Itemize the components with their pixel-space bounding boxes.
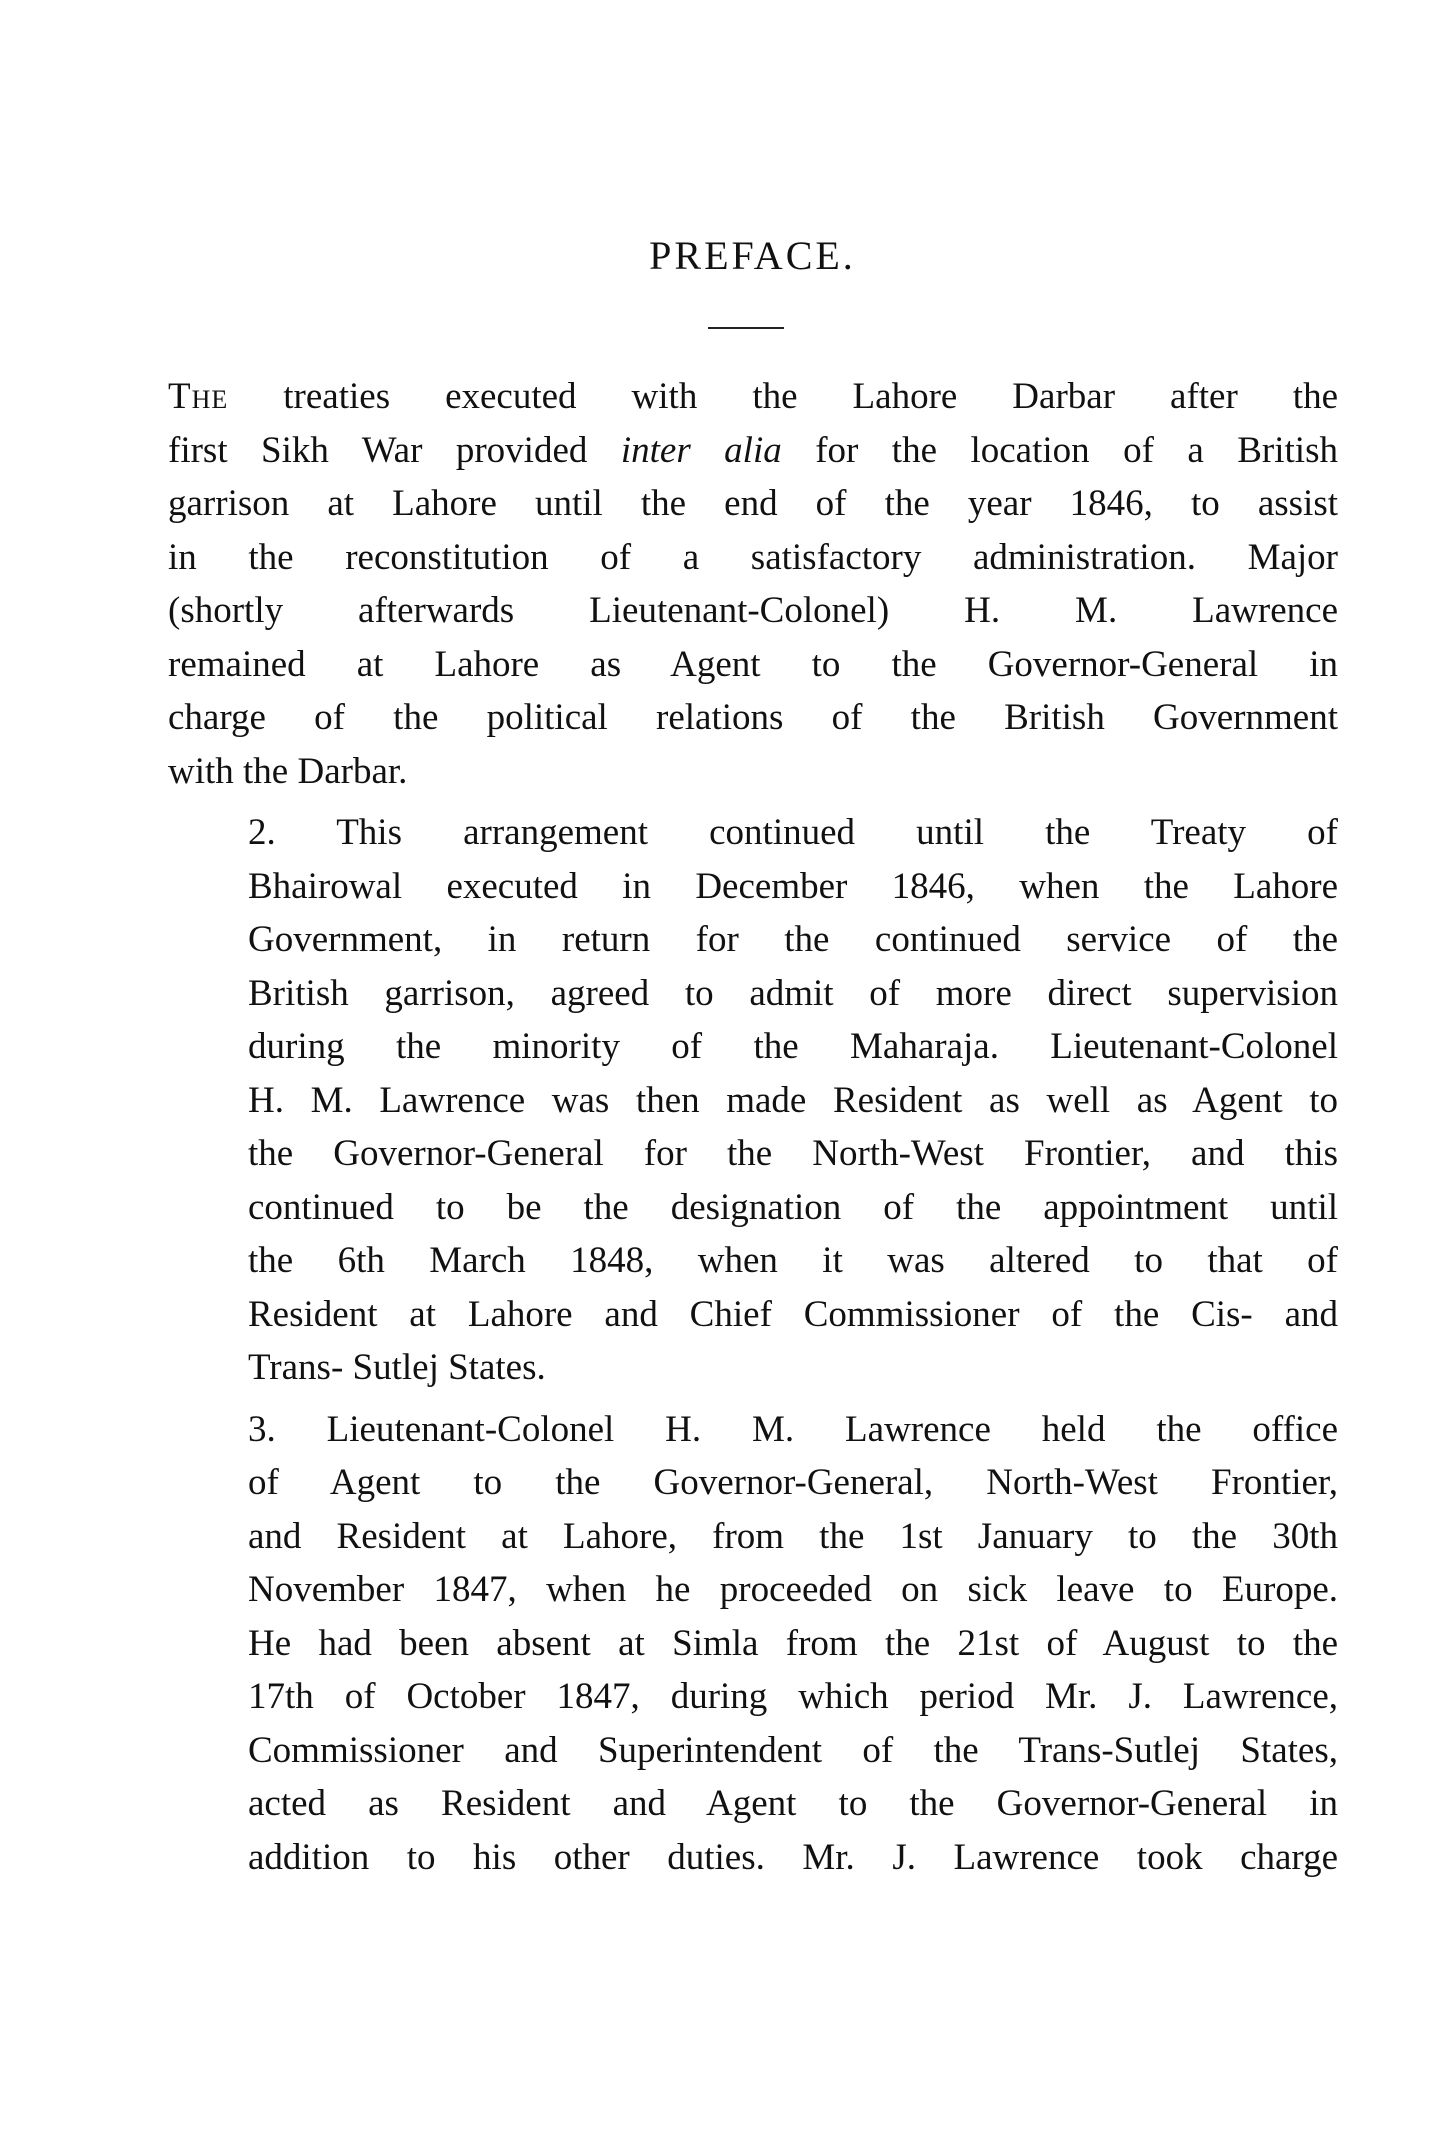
text-line: and Resident at Lahore, from the 1st January to the 30th xyxy=(248,1515,1338,1557)
text-line: Resident at Lahore and Chief Commissioner of the Cis- and xyxy=(248,1293,1338,1335)
text-line: The treaties executed with the Lahore Darbar after the xyxy=(168,376,1338,417)
text-line: (shortly afterwards Lieutenant-Colonel) H. M. Lawrence xyxy=(168,590,1338,631)
text-line: 3. Lieutenant-Colonel H. M. Lawrence held the office xyxy=(248,1408,1338,1450)
text-line: 17th of October 1847, during which period Mr. J. Lawrence, xyxy=(248,1676,1338,1717)
text-line: Government, in return for the continued service of the xyxy=(248,919,1338,960)
text-line: Commissioner and Superintendent of the Trans-Sutlej States, xyxy=(248,1729,1338,1771)
text-line: 2. This arrangement continued until the Treaty of xyxy=(248,812,1338,853)
text-line: acted as Resident and Agent to the Governor-General in xyxy=(248,1783,1338,1824)
paragraph-2 xyxy=(168,806,1338,1395)
text-line: with the Darbar. xyxy=(168,750,408,792)
paragraph-1 xyxy=(168,370,1338,798)
text-line: British garrison, agreed to admit of more direct supervision xyxy=(248,972,1338,1014)
page-title: PREFACE. xyxy=(649,233,856,278)
text-line: Bhairowal executed in December 1846, when the Lahore xyxy=(248,865,1338,907)
italic-phrase: inter alia xyxy=(620,429,782,471)
text-line: of Agent to the Governor-General, North-West Frontier, xyxy=(248,1462,1338,1503)
lead-word: The xyxy=(168,376,229,417)
text-line: continued to be the designation of the appointment until xyxy=(248,1186,1338,1228)
text-line: garrison at Lahore until the end of the year 1846, to assist xyxy=(168,483,1338,524)
title-rule xyxy=(708,327,784,329)
text-line: He had been absent at Simla from the 21st of August to the xyxy=(248,1622,1338,1664)
paragraph-3 xyxy=(168,1403,1338,1885)
text-line: remained at Lahore as Agent to the Governor-General in xyxy=(168,643,1338,685)
text-line: charge of the political relations of the British Government xyxy=(168,697,1338,738)
text-line: Trans- Sutlej States. xyxy=(248,1347,546,1388)
text-line: addition to his other duties. Mr. J. Lawrence took charge xyxy=(248,1836,1338,1878)
text-line: in the reconstitution of a satisfactory administration. Major xyxy=(168,536,1338,578)
text-line: November 1847, when he proceeded on sick leave to Europe. xyxy=(248,1569,1338,1610)
text-line: the 6th March 1848, when it was altered to that of xyxy=(248,1240,1338,1281)
text-line: H. M. Lawrence was then made Resident as well as Agent to xyxy=(248,1079,1338,1121)
text-line: first Sikh War provided inter alia for the location of a British xyxy=(168,429,1338,471)
text-line: during the minority of the Maharaja. Lieutenant-Colonel xyxy=(248,1026,1338,1067)
text-line: the Governor-General for the North-West Frontier, and this xyxy=(248,1133,1338,1174)
body-text xyxy=(168,370,1338,1884)
